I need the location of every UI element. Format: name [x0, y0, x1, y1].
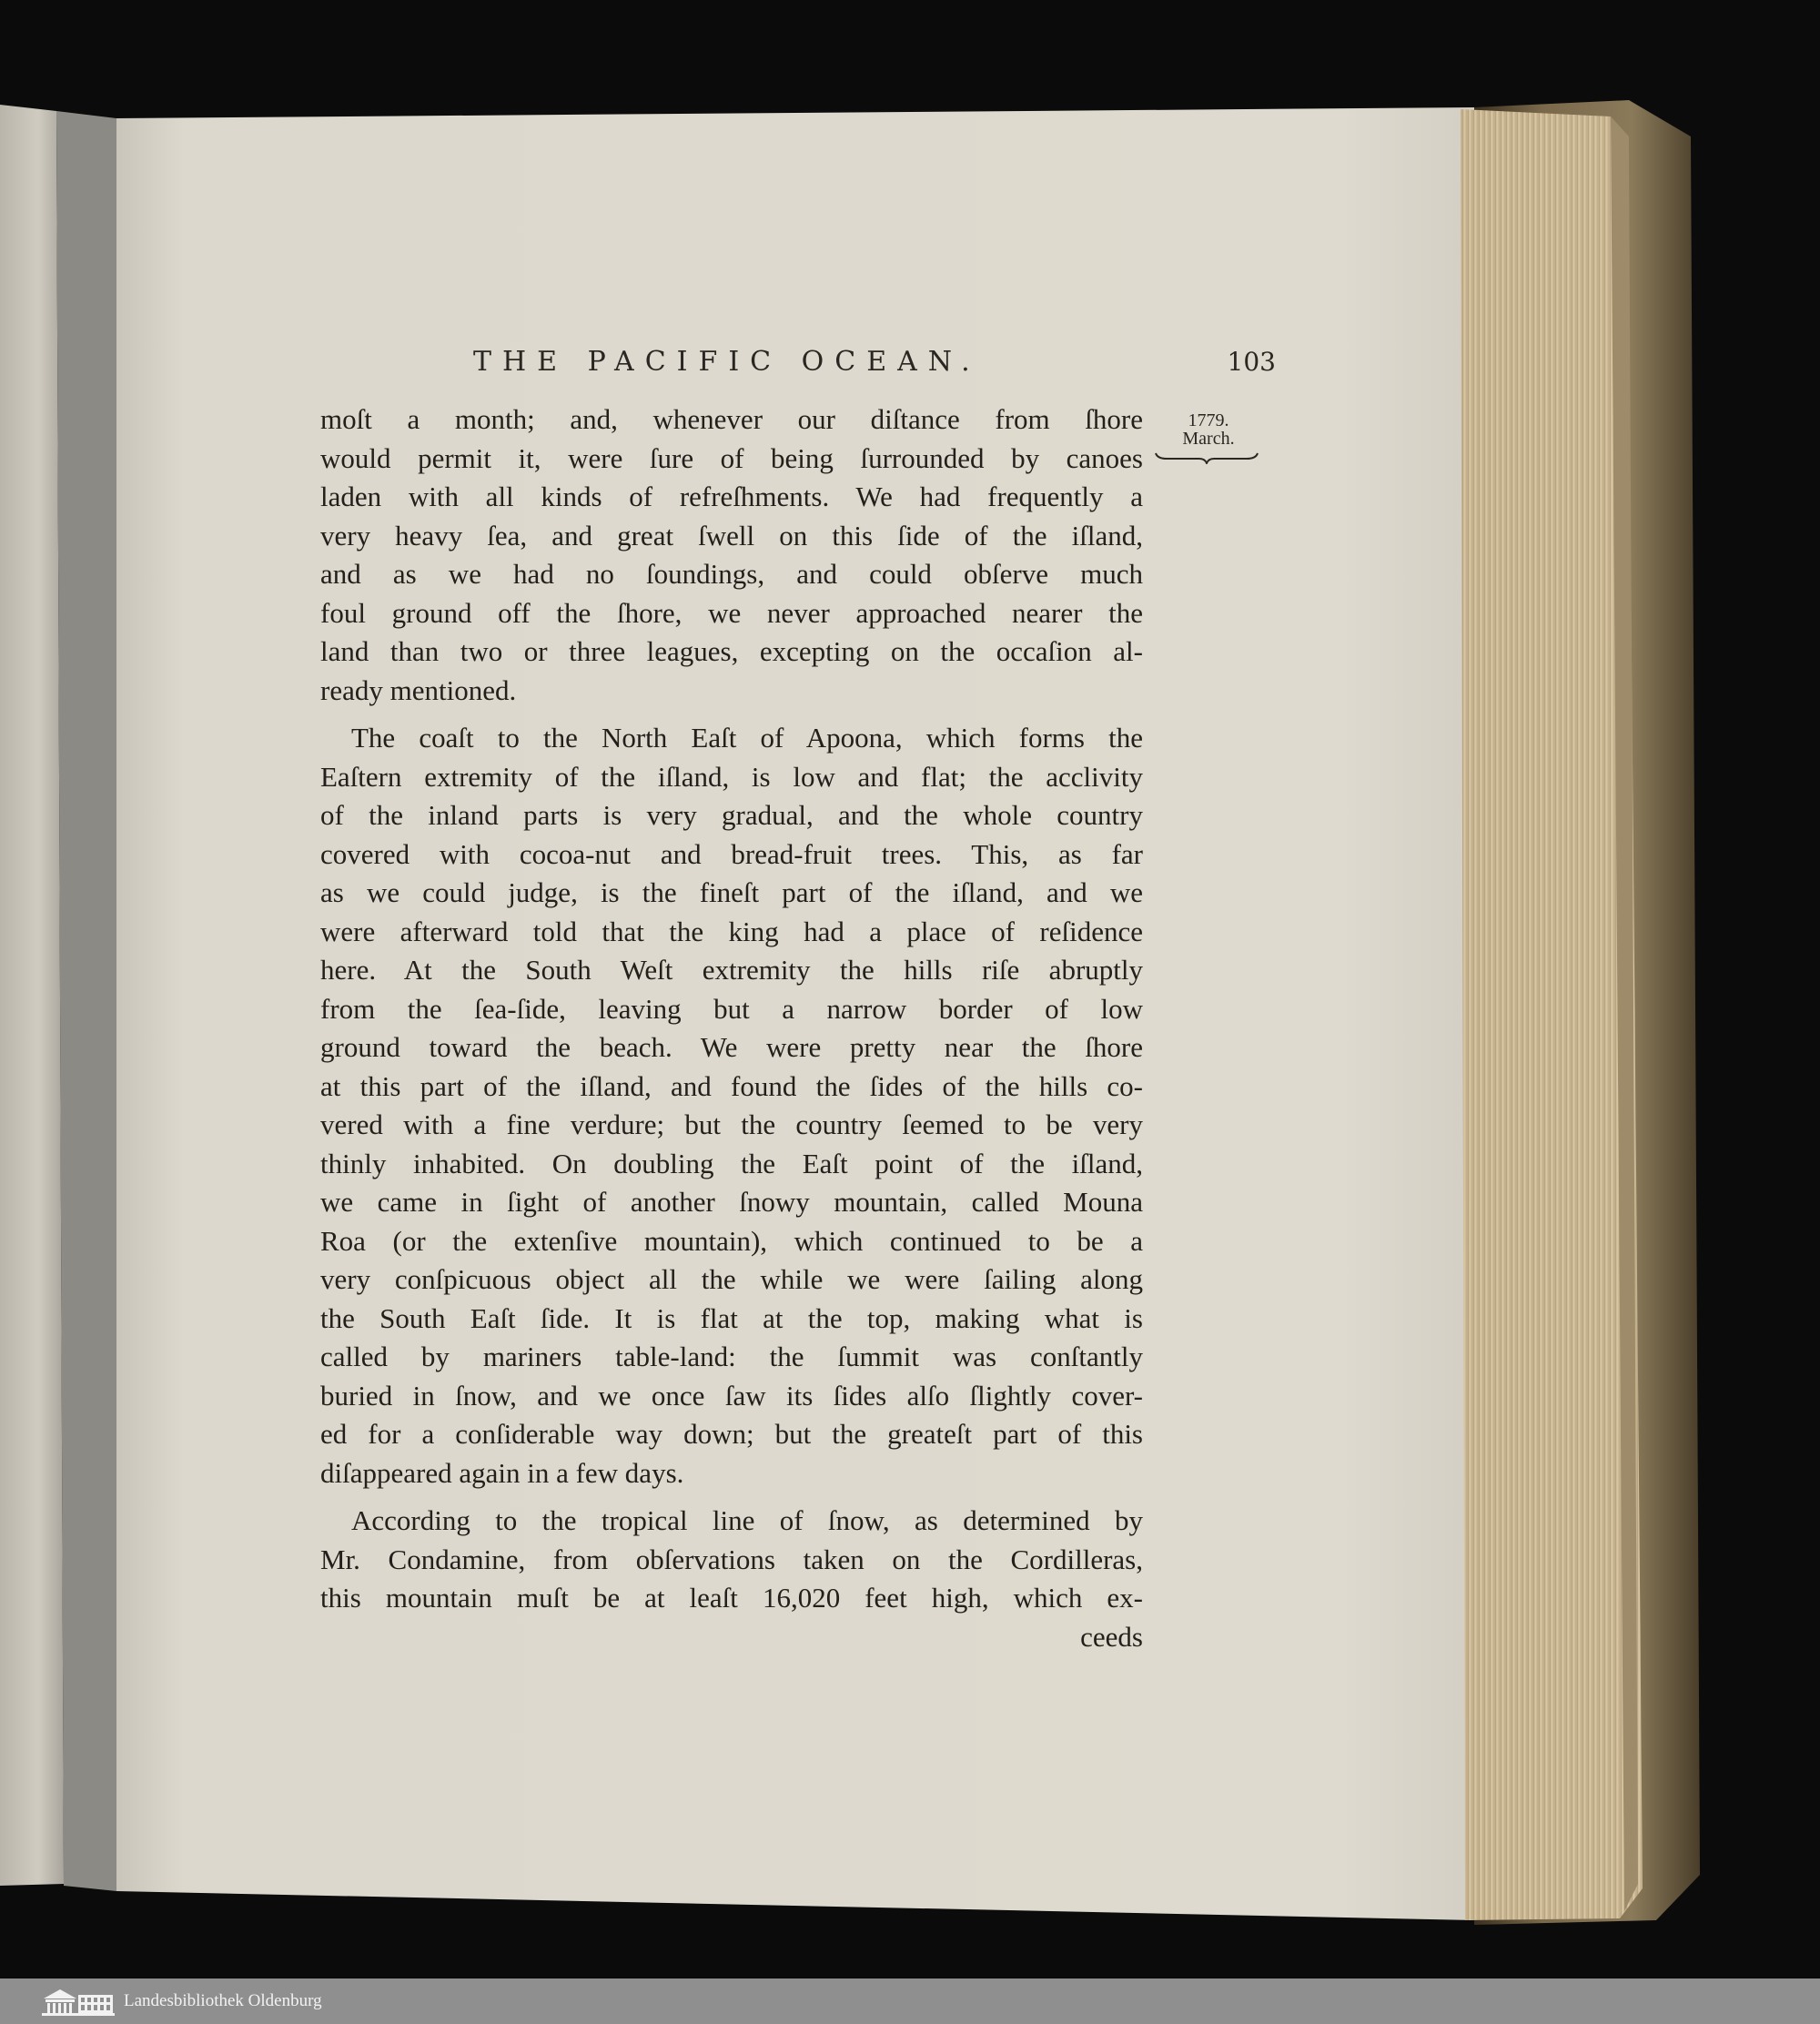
text-line: the South Eaſt ſide. It is flat at the top, making what is	[320, 1301, 1143, 1334]
text-line: and as we had no ſoundings, and could obſerve much	[320, 558, 1143, 590]
text-line: very heavy ſea, and great ſwell on this ſide of the iſland,	[320, 519, 1143, 552]
text-line: we came in ſight of another ſnowy mountain, called Mouna	[320, 1186, 1143, 1218]
footer-bar	[0, 1978, 1820, 2024]
text-line: moſt a month; and, whenever our diſtance from ſhore	[320, 403, 1143, 435]
text-line: land than two or three leagues, excepting on the occaſion al-	[320, 635, 1143, 667]
brace-icon	[1154, 450, 1259, 464]
text-line: this mountain muſt be at leaſt 16,020 feet high, which ex-	[320, 1582, 1143, 1614]
text-line: buried in ſnow, and we once ſaw its ſides alſo ſlightly cover-	[320, 1379, 1143, 1412]
text-line: ed for a conſiderable way down; but the greateſt part of this	[320, 1418, 1143, 1450]
running-title: THE PACIFIC OCEAN.	[473, 346, 981, 378]
text-line: According to the tropical line of ſnow, as determined by	[351, 1504, 1143, 1536]
text-line: at this part of the iſland, and found the ſides of the hills co-	[320, 1069, 1143, 1102]
body-text	[320, 400, 1143, 1656]
text-line: here. At the South Weſt extremity the hills riſe abruptly	[320, 954, 1143, 986]
text-line: Eaſtern extremity of the iſland, is low and flat; the acclivity	[320, 760, 1143, 793]
marginal-year: 1779.	[1188, 410, 1229, 430]
marginal-month: March.	[1182, 429, 1235, 449]
text-line: Roa (or the extenſive mountain), which continued to be a	[320, 1224, 1143, 1257]
text-line: of the inland parts is very gradual, and the whole country	[320, 799, 1143, 831]
running-head	[428, 346, 1301, 378]
text-line: vered with a fine verdure; but the country ſeemed to be very	[320, 1108, 1143, 1140]
text-line: very conſpicuous object all the while we were ſailing along	[320, 1263, 1143, 1295]
text-line: The coaſt to the North Eaſt of Apoona, which forms the	[351, 722, 1143, 754]
page-number: 103	[1227, 347, 1276, 377]
text-line: as we could judge, is the fineſt part of the iſland, and we	[320, 876, 1143, 908]
text-line: ground toward the beach. We were pretty near the ſhore	[320, 1031, 1143, 1063]
text-line: were afterward told that the king had a place of reſidence	[320, 915, 1143, 947]
text-line: thinly inhabited. On doubling the Eaſt point of the iſland,	[320, 1147, 1143, 1179]
text-line: ready mentioned.	[320, 673, 517, 706]
library-building-icon	[38, 1986, 116, 2017]
catchword: ceeds	[1080, 1620, 1143, 1653]
text-line: would permit it, were ſure of being ſurrounded by canoes	[320, 441, 1143, 474]
paragraph-2	[320, 719, 1143, 1493]
text-line: foul ground off the ſhore, we never approached nearer the	[320, 596, 1143, 629]
paragraph-1	[320, 400, 1143, 710]
text-line: from the ſea-ſide, leaving but a narrow border of low	[320, 992, 1143, 1025]
text-line: diſappeared again in a few days.	[320, 1456, 684, 1489]
marginal-note	[1154, 411, 1263, 464]
paragraph-3	[320, 1502, 1143, 1656]
library-name: Landesbibliothek Oldenburg	[124, 1991, 322, 2010]
text-line: Mr. Condamine, from obſervations taken on the Cordilleras,	[320, 1543, 1143, 1575]
text-line: called by mariners table-land: the ſummit was conſtantly	[320, 1341, 1143, 1372]
text-line: covered with cocoa-nut and bread-fruit trees. This, as far	[320, 837, 1143, 870]
text-line: laden with all kinds of refreſhments. We had frequently a	[320, 481, 1143, 512]
